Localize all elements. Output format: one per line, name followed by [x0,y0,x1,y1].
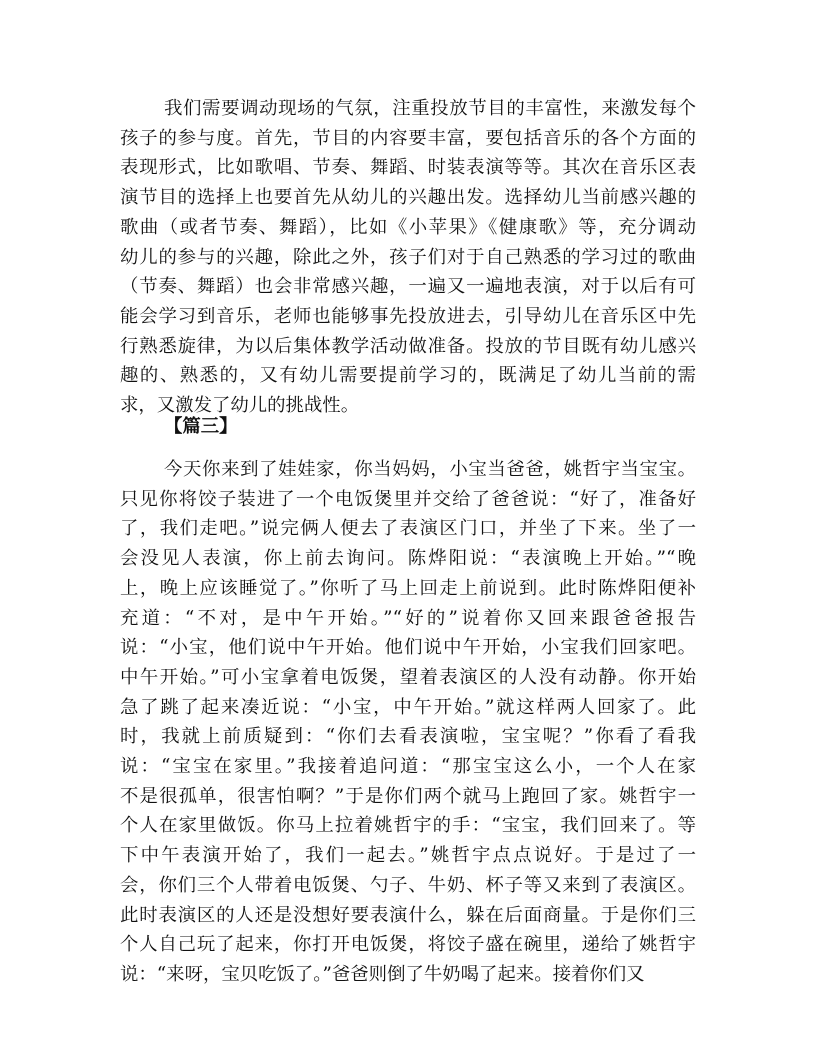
text-line: 今天你来到了娃娃家，你当妈妈，小宝当爸爸，姚哲宇当宝宝。 [164,459,696,480]
text-line: 充道：“不对，是中午开始。”“好的”说着你又回来跟爸爸报告 [120,607,696,629]
text-line: 说：“小宝，他们说中午开始。他们说中午开始，小宝我们回家吧。 [120,637,696,659]
text-line: 趣的、熟悉的，又有幼儿需要提前学习的，既满足了幼儿当前的需 [120,365,696,387]
text-line: 下中午表演开始了，我们一起去。”姚哲宇点点说好。于是过了一 [120,845,696,867]
section-heading: 【篇三】 [164,416,238,437]
text-line: 说：“来呀，宝贝吃饭了。”爸爸则倒了牛奶喝了起来。接着你们又 [120,963,645,985]
text-line: 急了跳了起来凑近说：“小宝，中午开始。”就这样两人回家了。此 [120,696,696,718]
text-line: 能会学习到音乐，老师也能够事先投放进去，引导幼儿在音乐区中先 [120,305,696,327]
text-line: 我们需要调动现场的气氛，注重投放节目的丰富性，来激发每个 [164,98,696,119]
text-line: 求，又激发了幼儿的挑战性。 [120,395,360,416]
text-line: 时，我就上前质疑到：“你们去看表演啦，宝宝呢？”你看了看我 [120,726,696,748]
text-line: 上，晚上应该睡觉了。”你听了马上回走上前说到。此时陈烨阳便补 [120,577,696,599]
text-line: 说：“宝宝在家里。”我接着追问道：“那宝宝这么小，一个人在家 [120,756,696,777]
text-line: 表现形式，比如歌唱、节奏、舞蹈、时装表演等等。其次在音乐区表 [120,157,696,179]
text-line: 行熟悉旋律，为以后集体教学活动做准备。投放的节目既有幼儿感兴 [120,335,696,357]
text-line: 只见你将饺子装进了一个电饭煲里并交给了爸爸说：“好了，准备好 [120,488,696,510]
text-line: 此时表演区的人还是没想好要表演什么，躲在后面商量。于是你们三 [120,904,696,926]
text-line: 个人在家里做饭。你马上拉着姚哲宇的手：“宝宝，我们回来了。等 [120,815,696,837]
text-line: 个人自己玩了起来，你打开电饭煲，将饺子盛在碗里，递给了姚哲宇 [120,934,696,956]
text-line: （节奏、舞蹈）也会非常感兴趣，一遍又一遍地表演，对于以后有可 [120,276,696,298]
text-line: 不是很孤单，很害怕啊？”于是你们两个就马上跑回了家。姚哲宇一 [120,785,696,807]
text-line: 歌曲（或者节奏、舞蹈），比如《小苹果》《健康歌》等，充分调动 [120,216,696,238]
text-line: 演节目的选择上也要首先从幼儿的兴趣出发。选择幼儿当前感兴趣的 [120,187,696,209]
text-line: 会，你们三个人带着电饭煲、勺子、牛奶、杯子等又来到了表演区。 [120,874,696,896]
text-line: 幼儿的参与的兴趣，除此之外，孩子们对于自己熟悉的学习过的歌曲 [120,246,696,268]
text-line: 了，我们走吧。”说完俩人便去了表演区门口，并坐了下来。坐了一 [120,518,696,540]
text-line: 会没见人表演，你上前去询问。陈烨阳说：“表演晚上开始。”“晚 [120,548,696,570]
text-line: 孩子的参与度。首先，节目的内容要丰富，要包括音乐的各个方面的 [120,127,696,149]
text-line: 中午开始。”可小宝拿着电饭煲，望着表演区的人没有动静。你开始 [120,666,696,688]
